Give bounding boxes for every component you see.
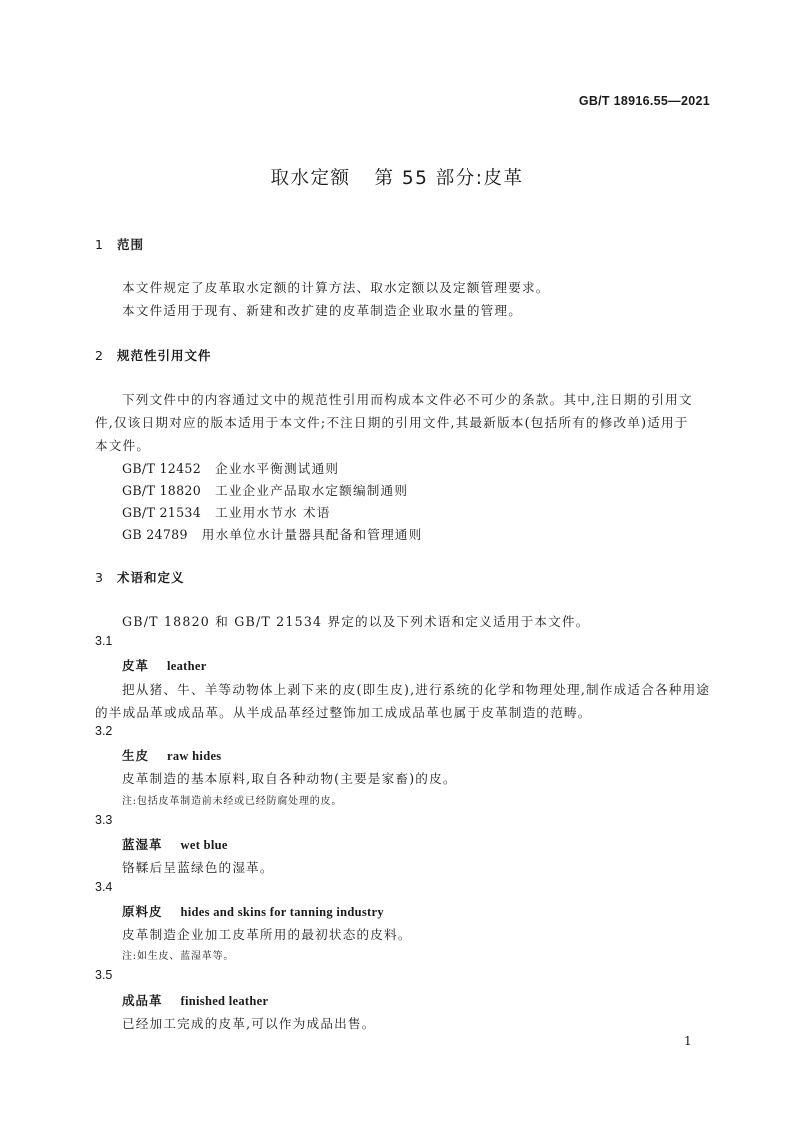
term-definition: 皮革制造的基本原料,取自各种动物(主要是家畜)的皮。 (122, 771, 457, 786)
term-definition: 把从猪、牛、羊等动物体上剥下来的皮(即生皮),进行系统的化学和物理处理,制作成适合各种用途 (122, 682, 711, 697)
normative-reference: GB/T 12452 企业水平衡测试通则 (122, 461, 340, 476)
page-title (0, 164, 794, 190)
title-part: 第 55 部分:皮革 (374, 168, 524, 189)
paragraph: 本文件。 (95, 438, 151, 453)
term-definition: 已经加工完成的皮革,可以作为成品出售。 (122, 1016, 376, 1031)
term-definition: 的半成品革或成品革。从半成品革经过整饰加工成成品革也属于皮革制造的范畴。 (95, 705, 592, 720)
normative-reference: GB 24789 用水单位水计量器具配备和管理通则 (122, 527, 423, 542)
term-heading: 成品革 finished leather (122, 993, 269, 1008)
term-heading: 生皮 raw hides (122, 748, 222, 763)
normative-reference: GB/T 21534 工业用水节水 术语 (122, 505, 331, 520)
paragraph: 本文件规定了皮革取水定额的计算方法、取水定额以及定额管理要求。 (122, 280, 550, 295)
term-heading: 蓝湿革 wet blue (122, 837, 228, 852)
term-number: 3.4 (95, 880, 113, 894)
term-definition: 皮革制造企业加工皮革所用的最初状态的皮料。 (122, 927, 412, 942)
term-note: 注:如生皮、蓝湿革等。 (122, 951, 235, 962)
term-number: 3.5 (95, 968, 113, 982)
paragraph: GB/T 18820 和 GB/T 21534 界定的以及下列术语和定义适用于本文件。 (122, 614, 590, 629)
section-3-heading: 3 术语和定义 (95, 570, 185, 585)
section-2-heading: 2 规范性引用文件 (95, 348, 212, 363)
term-number: 3.1 (95, 634, 113, 648)
section-1-heading: 1 范围 (95, 237, 145, 252)
term-number: 3.2 (95, 724, 113, 738)
term-definition: 铬鞣后呈蓝绿色的湿革。 (122, 860, 274, 875)
standard-number: GB/T 18916.55—2021 (578, 94, 710, 108)
paragraph: 本文件适用于现有、新建和改扩建的皮革制造企业取水量的管理。 (122, 303, 523, 318)
paragraph: 件,仅该日期对应的版本适用于本文件;不注日期的引用文件,其最新版本(包括所有的修改单)适用于 (95, 415, 689, 430)
term-heading: 皮革 leather (122, 658, 207, 673)
term-number: 3.3 (95, 813, 113, 827)
term-note: 注:包括皮革制造前未经或已经防腐处理的皮。 (122, 796, 343, 807)
page-number: 1 (684, 1034, 692, 1048)
title-main: 取水定额 (270, 168, 351, 189)
normative-reference: GB/T 18820 工业企业产品取水定额编制通则 (122, 483, 409, 498)
term-heading: 原料皮 hides and skins for tanning industry (122, 904, 384, 919)
paragraph: 下列文件中的内容通过文中的规范性引用而构成本文件必不可少的条款。其中,注日期的引用文 (122, 392, 693, 407)
